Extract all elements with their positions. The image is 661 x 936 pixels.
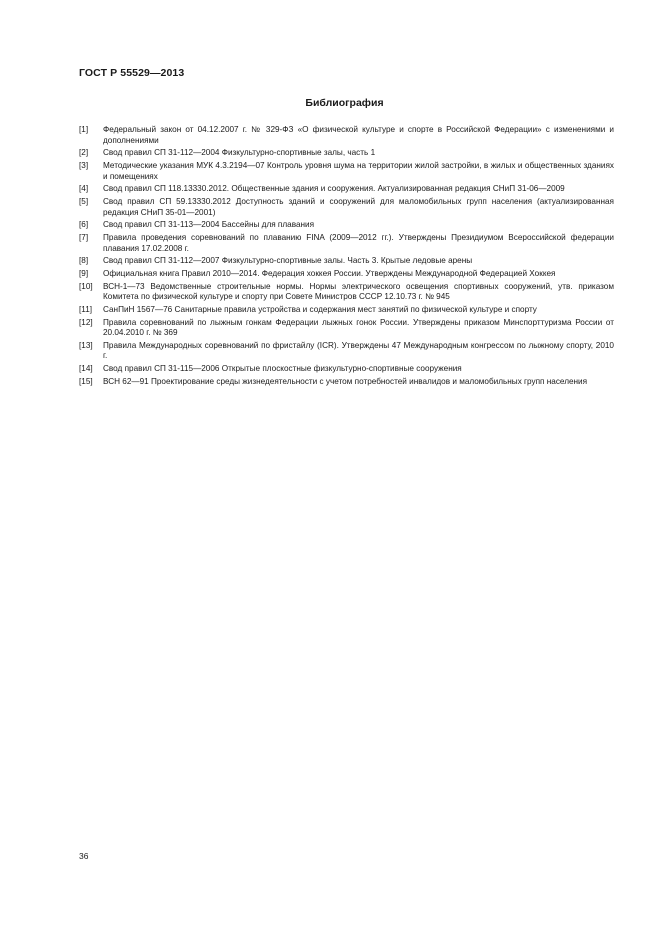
bibliography-entry-text: Свод правил СП 31-112—2004 Физкультурно-спортивные залы, часть 1 xyxy=(103,148,376,158)
bibliography-entry-text: Официальная книга Правил 2010—2014. Федерация хоккея России. Утверждены Международной Федерацией Хоккея xyxy=(103,268,556,278)
bibliography-entry xyxy=(79,377,614,388)
bibliography-entry-number: [15] xyxy=(79,376,93,386)
bibliography-entry-number: [14] xyxy=(79,364,93,374)
bibliography-entry-number: [5] xyxy=(79,196,89,206)
bibliography-entry-text: ВСН 62—91 Проектирование среды жизнедеятельности с учетом потребностей инвалидов и маломобильных групп населения xyxy=(103,376,588,386)
bibliography-entry-text: Правила соревнований по лыжным гонкам Федерации лыжных гонок России. Утверждены приказом Минспорттуризма России от 20.04.2010 г. № 369 xyxy=(103,317,614,338)
bibliography-entry-number: [7] xyxy=(79,232,89,242)
bibliography-entry xyxy=(79,184,614,195)
bibliography-entry-text: Методические указания МУК 4.3.2194—07 Контроль уровня шума на территории жилой застройки, в жилых и общественных зданиях и помещениях xyxy=(103,160,614,181)
bibliography-entry-text: Правила проведения соревнований по плаванию FINA (2009—2012 гг.). Утверждены Президиумом Всероссийской федерации плавания 17.02.2008 г. xyxy=(103,232,614,253)
bibliography-entry-text: СанПиН 1567—76 Санитарные правила устройства и содержания мест занятий по физической культуре и спорту xyxy=(103,304,537,314)
bibliography-entry-text: Правила Международных соревнований по фристайлу (ICR). Утверждены 47 Международным конгрессом по лыжному спорту, 2010 г. xyxy=(103,340,614,361)
bibliography-entry-number: [11] xyxy=(79,304,93,314)
bibliography-entry-number: [1] xyxy=(79,125,89,134)
bibliography-entry xyxy=(79,269,614,280)
bibliography-entry xyxy=(79,148,614,159)
bibliography-title: Библиография xyxy=(305,97,384,109)
bibliography-entry xyxy=(79,282,614,303)
bibliography-entry-number: [3] xyxy=(79,160,89,170)
bibliography-entry-number: [10] xyxy=(79,281,93,291)
bibliography-entry-number: [12] xyxy=(79,317,93,327)
bibliography-entry-number: [8] xyxy=(79,256,89,266)
bibliography-entry-number: [6] xyxy=(79,220,89,230)
document-header-code: ГОСТ Р 55529—2013 xyxy=(79,67,185,79)
bibliography-entry-text: Свод правил СП 118.13330.2012. Общественные здания и сооружения. Актуализированная редакция СНиП 31-06—2009 xyxy=(103,184,565,194)
bibliography-entry xyxy=(79,125,614,146)
bibliography-entry xyxy=(79,305,614,316)
bibliography-entry xyxy=(79,197,614,218)
page-number: 36 xyxy=(79,851,89,861)
bibliography-entry xyxy=(79,161,614,182)
bibliography-entry-text: Свод правил СП 59.13330.2012 Доступность зданий и сооружений для маломобильных групп населения (актуализированная редакция СНиП 35-01—2001) xyxy=(103,196,614,217)
bibliography-entry xyxy=(79,233,614,254)
bibliography-entry-text: ВСН-1—73 Ведомственные строительные нормы. Нормы электрического освещения спортивных сооружений, утв. приказом Комитета по физической культуре и спорту при Совете Министров СССР 12.10.73 г. № 945 xyxy=(103,281,614,302)
bibliography-entry-number: [13] xyxy=(79,340,93,350)
bibliography-entry xyxy=(79,256,614,267)
bibliography-entry xyxy=(79,220,614,231)
bibliography-entry xyxy=(79,318,614,339)
bibliography-entry xyxy=(79,341,614,362)
bibliography-entry-text: Свод правил СП 31-113—2004 Бассейны для плавания xyxy=(103,220,315,230)
bibliography-entry-text: Свод правил СП 31-115—2006 Открытые плоскостные физкультурно-спортивные сооружения xyxy=(103,364,462,374)
bibliography-entry-number: [2] xyxy=(79,148,89,158)
bibliography-entry-number: [9] xyxy=(79,268,89,278)
bibliography-entry-text: Свод правил СП 31-112—2007 Физкультурно-спортивные залы. Часть 3. Крытые ледовые арены xyxy=(103,256,473,266)
bibliography-entry xyxy=(79,364,614,375)
bibliography-entry-text: Федеральный закон от 04.12.2007 г. № 329-ФЗ «О физической культуре и спорте в Российской Федерации» с изменениями и дополнениями xyxy=(103,125,614,145)
bibliography-entry-number: [4] xyxy=(79,184,89,194)
bibliography-list xyxy=(79,125,614,389)
